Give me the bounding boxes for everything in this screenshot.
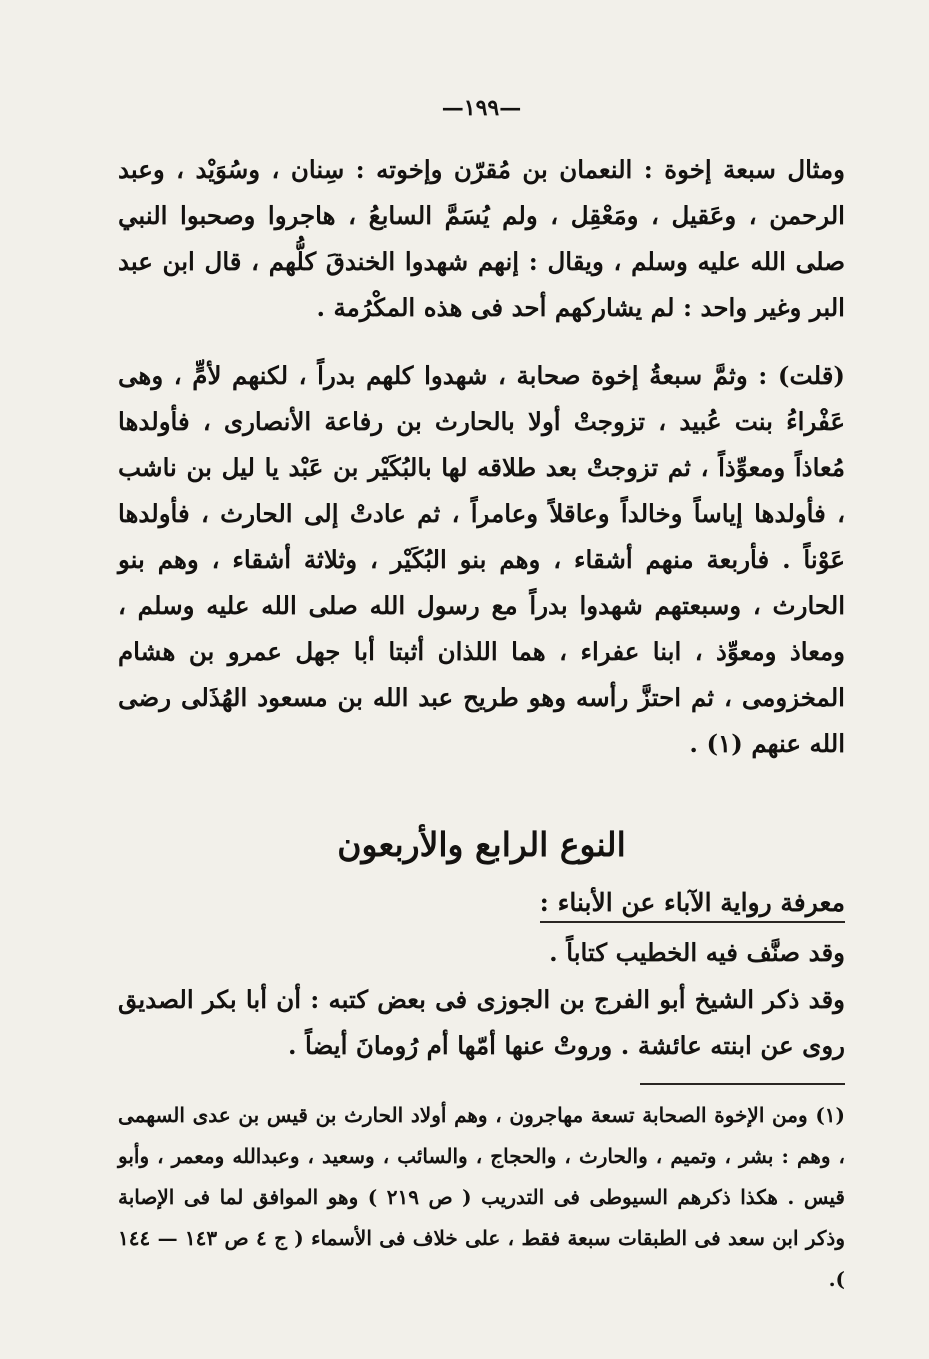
page-number: —١٩٩— (441, 95, 522, 121)
footnote-1: (١) ومن الإخوة الصحابة تسعة مهاجرون ، وهم أولاد الحارث بن قيس بن عدى السهمى ، وهم : بشر ، وتميم ، والحارث ، والحجاج ، والسائب ، وسعيد ، وعبدالله ومعمر ، وأبو قيس . هكذا ذكرهم السيوطى فى التدريب ( ص ٢١٩ ) وهو الموافق لما فى الإصابة وذكر ابن سعد فى الطبقات سبعة فقط ، على خلاف فى الأسماء ( ج ٤ ص ١٤٣ — ١٤٤ ). (118, 1103, 845, 1291)
section-line-khatib: وقد صنَّف فيه الخطيب كتاباً . (549, 938, 845, 967)
section-subheading-wrapper (118, 888, 845, 923)
paragraph-seven-brothers-example: ومثال سبعة إخوة : النعمان بن مُقرّن وإخوته : سِنان ، وسُوَيْد ، وعبد الرحمن ، وعَقيل ، ومَعْقِل ، ولم يُسَمَّ السابعُ ، هاجروا وصحبوا النبي صلى الله عليه وسلم ، ويقال : إنهم شهدوا الخندقَ كلُّهم ، قال ابن عبد البر وغير واحد : لم يشاركهم أحد فى هذه المكْرُمة . (118, 155, 845, 322)
section-heading: النوع الرابع والأربعون (337, 825, 626, 864)
section-paragraph-ibn-jawzi: وقد ذكر الشيخ أبو الفرج بن الجوزى فى بعض كتبه : أن أبا بكر الصديق روى عن ابنته عائشة . وروتْ عنها أمّها أم رُومانَ أيضاً . (118, 985, 845, 1060)
footnote-separator (118, 1083, 845, 1085)
paragraph-seven-brothers-afra: (قلت) : وثمَّ سبعةُ إخوة صحابة ، شهدوا كلهم بدراً ، لكنهم لأمٍّ ، وهى عَفْراءُ بنت عُبيد ، تزوجتْ أولا بالحارث بن رفاعة الأنصارى ، فأولدها مُعاذاً ومعوِّذاً ، ثم تزوجتْ بعد طلاقه لها بالبُكَيْر بن عَبْد يا ليل بن ناشب ، فأولدها إياساً وخالداً وعاقلاً وعامراً ، ثم عادتْ إلى الحارث ، فأولدها عَوْناً . فأربعة منهم أشقاء ، وهم بنو البُكَيْر ، وثلاثة أشقاء ، وهم بنو الحارث ، وسبعتهم شهدوا بدراً مع رسول الله صلى الله عليه وسلم ، ومعاذ ومعوِّذ ، ابنا عفراء ، هما اللذان أثبتا أبا جهل عمرو بن هشام المخزومى ، ثم احتزَّ رأسه وهو طريح عبد الله بن مسعود الهُذَلى رضى الله عنهم (١) . (118, 361, 845, 758)
paragraph-spacer (118, 331, 845, 353)
section-subheading: معرفة رواية الآباء عن الأبناء : (540, 888, 845, 923)
